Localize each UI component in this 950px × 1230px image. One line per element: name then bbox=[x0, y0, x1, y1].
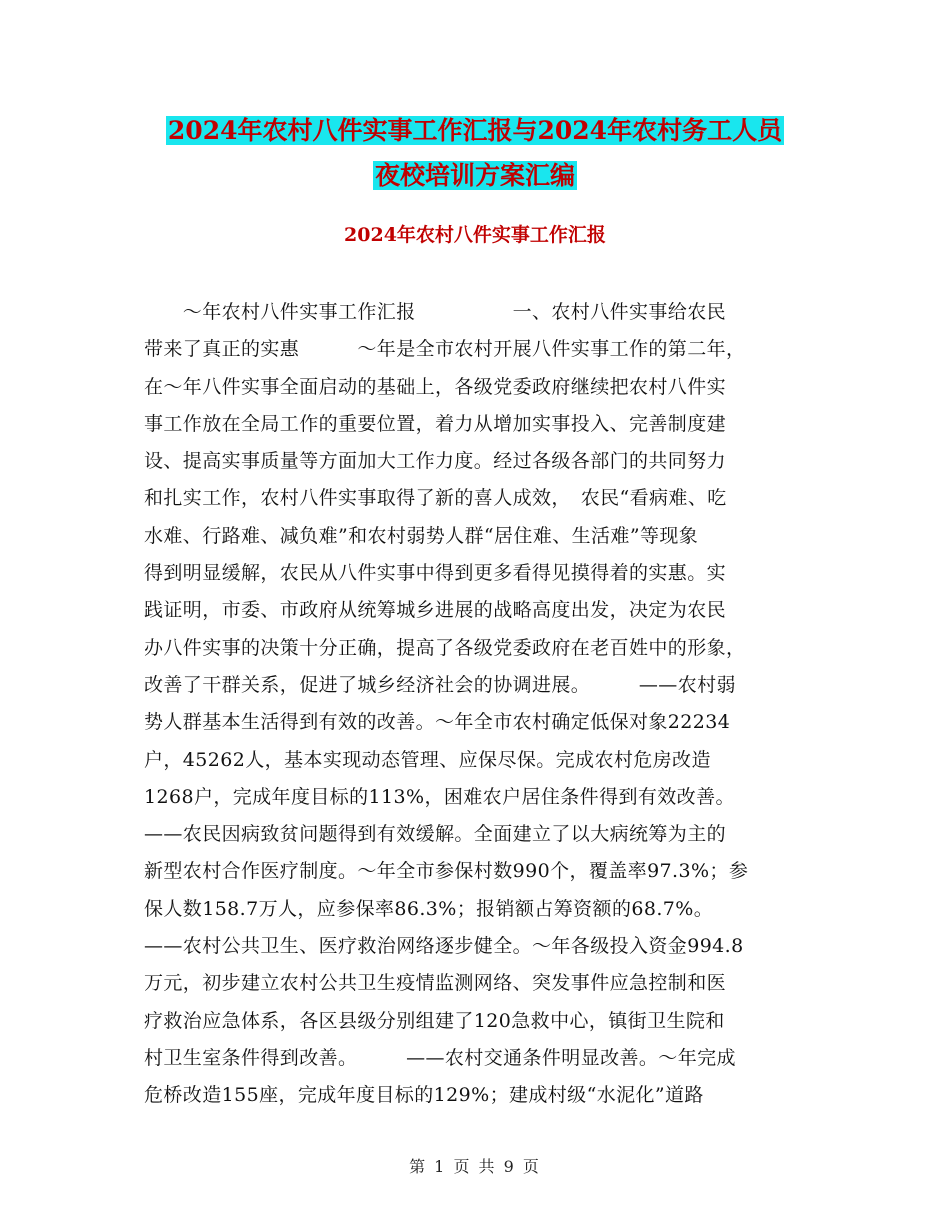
body-line: 疗救治应急体系，各区县级分别组建了120急救中心，镇街卫生院和 bbox=[144, 1009, 725, 1032]
body-line: 得到明显缓解，农民从八件实事中得到更多看得见摸得着的实惠。实 bbox=[144, 562, 727, 585]
body-line: 设、提高实事质量等方面加大工作力度。经过各级各部门的共同努力 bbox=[144, 450, 727, 473]
body-line: 践证明，市委、市政府从统筹城乡进展的战略高度出发，决定为农民 bbox=[144, 599, 727, 622]
body-line: 在～年八件实事全面启动的基础上，各级党委政府继续把农村八件实 bbox=[144, 375, 727, 398]
body-line: 带来了真正的实惠 ～年是全市农村开展八件实事工作的第二年， bbox=[144, 338, 746, 361]
page-footer: 第 1 页 共 9 页 bbox=[409, 1157, 541, 1176]
body-line: 和扎实工作，农村八件实事取得了新的喜人成效， 农民“看病难、吃 bbox=[144, 487, 727, 510]
body-line: 1268户，完成年度目标的113%，困难农户居住条件得到有效改善。 bbox=[144, 785, 735, 808]
body-line: 水难、行路难、减负难”和农村弱势人群“居住难、生活难”等现象 bbox=[144, 524, 699, 547]
body-line: 户，45262人，基本实现动态管理、应保尽保。完成农村危房改造 bbox=[144, 748, 711, 771]
body-line: 万元，初步建立农村公共卫生疫情监测网络、突发事件应急控制和医 bbox=[144, 972, 727, 995]
body-line: 新型农村合作医疗制度。～年全市参保村数990个，覆盖率97.3%；参 bbox=[144, 860, 749, 883]
document-title-line-1-text: 2024年农村八件实事工作汇报与2024年农村务工人员 bbox=[167, 116, 783, 145]
body-line: 改善了干群关系，促进了城乡经济社会的协调进展。 ——农村弱 bbox=[144, 673, 736, 696]
body-line: 事工作放在全局工作的重要位置，着力从增加实事投入、完善制度建 bbox=[144, 412, 727, 435]
body-line: ——农村公共卫生、医疗救治网络逐步健全。～年各级投入资金994.8 bbox=[144, 935, 744, 958]
body-line: ～年农村八件实事工作汇报 一、农村八件实事给农民 bbox=[144, 301, 727, 323]
body-line: 危桥改造155座，完成年度目标的129%；建成村级“水泥化”道路 bbox=[144, 1084, 704, 1107]
body-line: 势人群基本生活得到有效的改善。～年全市农村确定低保对象22234 bbox=[144, 711, 731, 734]
document-title-line-2-text: 夜校培训方案汇编 bbox=[374, 161, 575, 190]
section-title: 2024年农村八件实事工作汇报 bbox=[344, 224, 606, 246]
document-title-line-1 bbox=[0, 108, 950, 154]
body-line: ——农民因病致贫问题得到有效缓解。全面建立了以大病统筹为主的 bbox=[144, 823, 727, 846]
body-line: 村卫生室条件得到改善。 ——农村交通条件明显改善。～年完成 bbox=[144, 1046, 736, 1069]
document-title-line-2 bbox=[0, 153, 950, 199]
body-line: 办八件实事的决策十分正确，提高了各级党委政府在老百姓中的形象， bbox=[144, 636, 746, 659]
body-line: 保人数158.7万人，应参保率86.3%；报销额占筹资额的68.7%。 bbox=[144, 897, 714, 920]
body-text bbox=[144, 294, 804, 1115]
